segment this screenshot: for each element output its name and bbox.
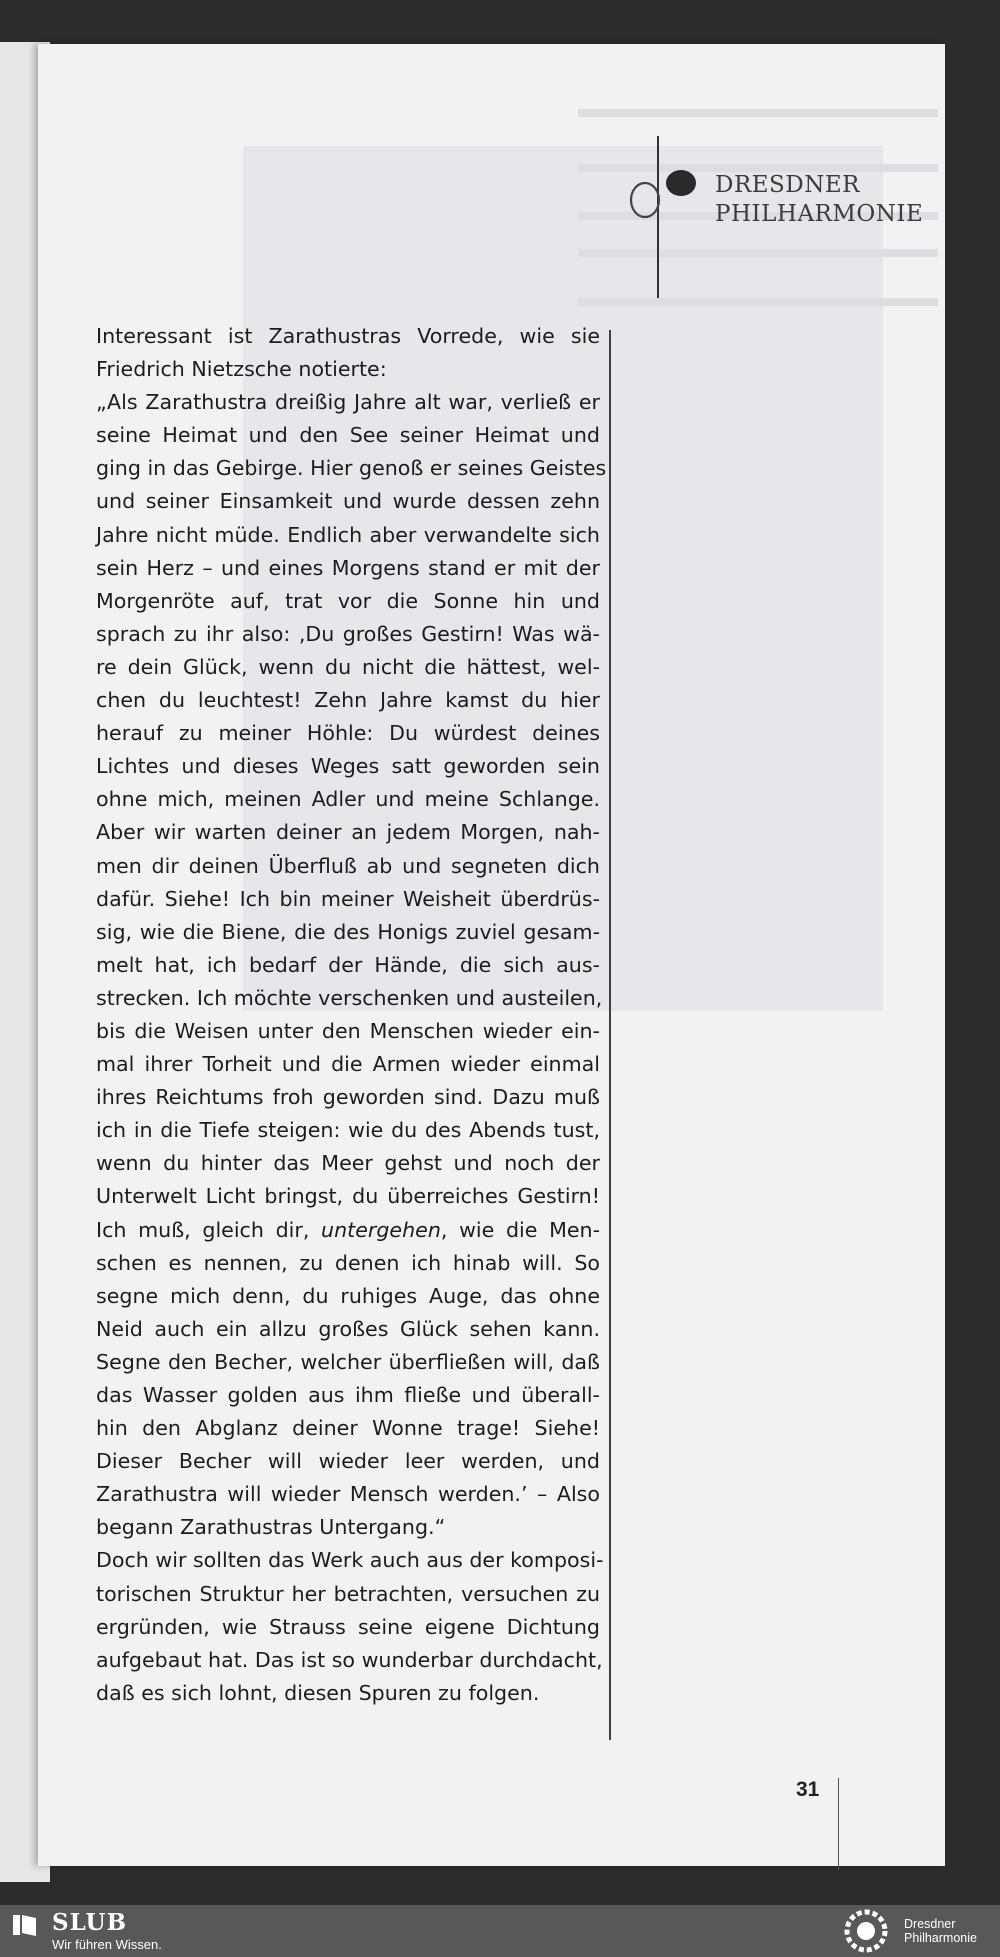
text-line: sprach zu ihr also: ‚Du großes Gestirn! Was wä- xyxy=(96,621,600,646)
partner-logo-text xyxy=(904,1917,977,1945)
text-line: Segne den Becher, welcher überfließen will, daß xyxy=(96,1349,600,1374)
text-line: sein Herz – und eines Morgens stand er mit der xyxy=(96,555,600,580)
text-line: ich in die Tiefe steigen: wie du des Abends tust, xyxy=(96,1118,600,1143)
text-line: re dein Glück, wenn du nicht die hättest, wel- xyxy=(96,654,600,679)
text-line: bis die Weisen unter den Menschen wieder ein- xyxy=(96,1018,600,1043)
text-line: hin den Abglanz deiner Wonne trage! Siehe! xyxy=(96,1416,600,1441)
text-line: Jahre nicht müde. Endlich aber verwandelte sich xyxy=(96,522,600,547)
text-line: Interessant ist Zarathustras Vorrede, wie sie xyxy=(96,324,600,348)
text-line: ging in das Gebirge. Hier genoß er seines Geistes xyxy=(96,456,607,481)
emphasized-word: untergehen xyxy=(321,1217,441,1242)
text-line: Neid auch ein allzu großes Glück sehen kann. xyxy=(96,1316,600,1341)
text-line: strecken. Ich möchte verschenken und austeilen, xyxy=(96,985,603,1010)
text-line: sig, wie die Biene, die des Honigs zuviel gesam- xyxy=(96,919,600,944)
logo-mark-icon xyxy=(623,160,713,230)
logo-line-1: DRESDNER xyxy=(715,172,860,198)
show-through-stripe xyxy=(578,109,938,117)
text-line: ihres Reichtums froh geworden sind. Dazu muß xyxy=(96,1085,600,1110)
text-line: herauf zu meiner Höhle: Du würdest deines xyxy=(96,721,600,746)
text-line: aufgebaut hat. Das ist so wunderbar durchdacht, xyxy=(96,1647,603,1672)
text-line: Aber wir warten deiner an jedem Morgen, nah- xyxy=(96,820,600,845)
text-line: Morgenröte auf, trat vor die Sonne hin und xyxy=(96,588,600,613)
text-line: „Als Zarathustra dreißig Jahre alt war, verließ er xyxy=(96,390,600,415)
text-line: melt hat, ich bedarf der Hände, die sich aus- xyxy=(96,952,600,977)
text-line: Zarathustra will wieder Mensch werden.’ – Also xyxy=(96,1482,600,1507)
partner-line-1: Dresdner xyxy=(904,1917,956,1931)
logo-wordmark xyxy=(715,171,923,229)
logo-line-2: PHILHARMONIE xyxy=(715,201,924,227)
text-line: Unterwelt Licht bringst, du überreiches Gestirn! xyxy=(96,1184,600,1209)
text-fragment: , wie die Men- xyxy=(440,1217,600,1242)
text-line: ohne mich, meinen Adler und meine Schlange. xyxy=(96,787,600,812)
text-line: ergründen, wie Strauss seine eigene Dichtung xyxy=(96,1614,600,1639)
slub-tagline: Wir führen Wissen. xyxy=(52,1937,162,1952)
book-icon xyxy=(12,1913,38,1937)
text-line: men dir deinen Überfluß ab und segneten dich xyxy=(96,853,600,878)
text-line: chen du leuchtest! Zehn Jahre kamst du hier xyxy=(96,688,600,713)
text-line: Friedrich Nietzsche notierte: xyxy=(96,357,387,382)
text-line: dafür. Siehe! Ich bin meiner Weisheit überdrüs- xyxy=(96,886,600,911)
page-number: 31 xyxy=(796,1778,820,1801)
philharmonie-emblem-icon xyxy=(840,1909,892,1953)
column-rule xyxy=(609,330,611,1740)
text-line: mal ihrer Torheit und die Armen wieder einmal xyxy=(96,1052,600,1077)
text-line: begann Zarathustras Untergang.“ xyxy=(96,1515,446,1540)
text-line: daß es sich lohnt, diesen Spuren zu folgen. xyxy=(96,1680,540,1705)
text-line: torischen Struktur her betrachten, versuchen zu xyxy=(96,1581,600,1606)
text-line: Dieser Becher will wieder leer werden, und xyxy=(96,1449,600,1474)
dresdner-philharmonie-logo xyxy=(623,136,923,306)
partner-line-2: Philharmonie xyxy=(904,1931,977,1945)
text-line: das Wasser golden aus ihm fließe und überall- xyxy=(96,1383,600,1407)
text-line: segne mich denn, du ruhiges Auge, das ohne xyxy=(96,1283,600,1308)
text-line: Lichtes und dieses Weges satt geworden sein xyxy=(96,754,600,779)
text-line-with-emphasis xyxy=(96,1214,600,1247)
text-line: schen es nennen, zu denen ich hinab will. So xyxy=(96,1250,600,1275)
text-line: und seiner Einsamkeit und wurde dessen zehn xyxy=(96,489,600,514)
viewer-footer-bar xyxy=(0,1905,1000,1957)
article-body xyxy=(96,320,607,1710)
slub-logo-text: SLUB xyxy=(52,1909,128,1936)
page-number-rule xyxy=(838,1778,839,1870)
text-fragment: Ich muß, gleich dir, xyxy=(96,1217,310,1242)
text-line: wenn du hinter das Meer gehst und noch der xyxy=(96,1151,600,1176)
text-line: seine Heimat und den See seiner Heimat und xyxy=(96,423,600,448)
text-line: Doch wir sollten das Werk auch aus der komposi- xyxy=(96,1548,604,1573)
